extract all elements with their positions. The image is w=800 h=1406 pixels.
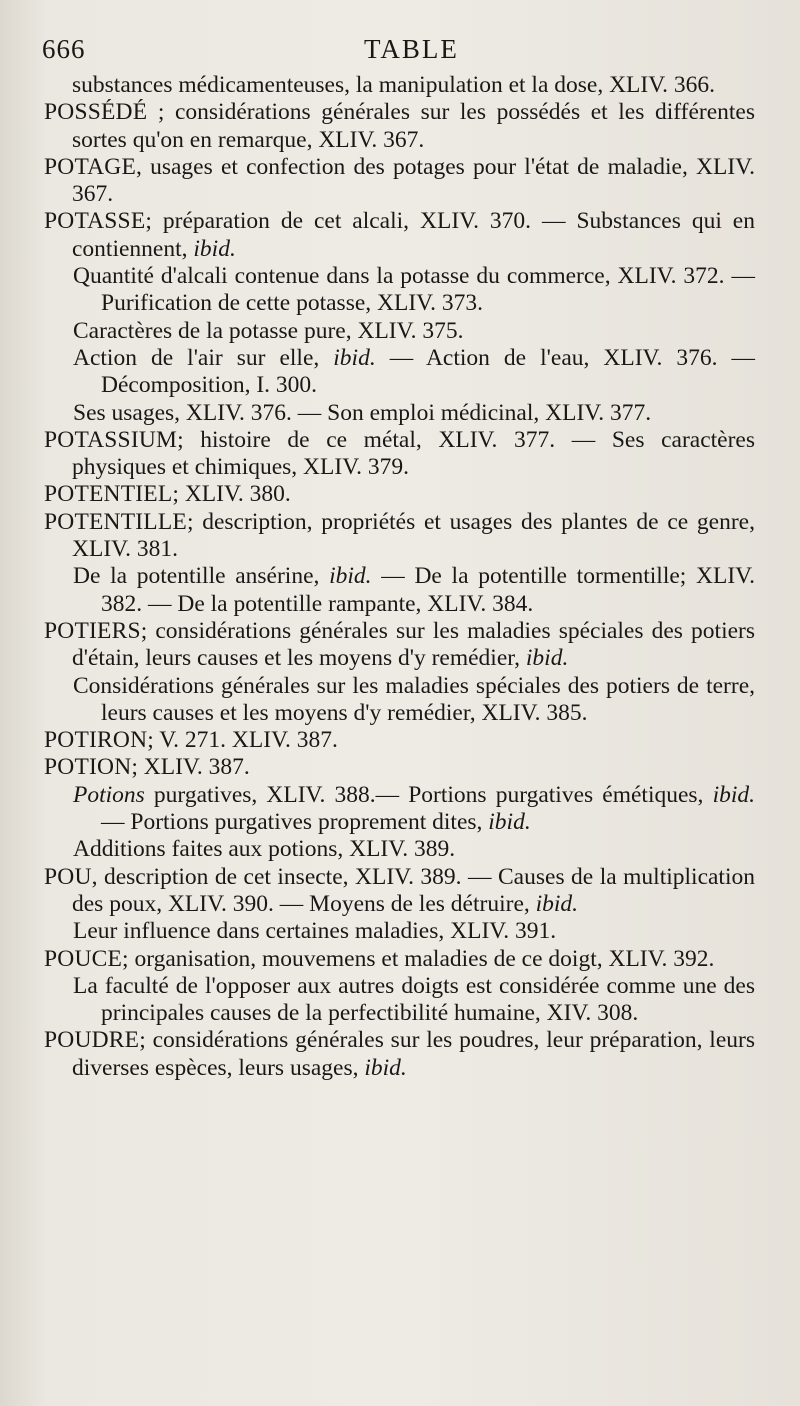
entry-head: POTIERS xyxy=(44,617,141,644)
index-subentry: Additions faites aux potions, XLIV. 389. xyxy=(73,836,456,863)
index-subentry: La faculté de l'opposer aux autres doigts est considérée comme une des principales causes de la perfectibilité humaine, XIV. 308. xyxy=(73,972,755,1027)
running-title: TABLE xyxy=(364,34,459,64)
entry-head: POU xyxy=(44,863,92,890)
index-subentry: Action de l'air sur elle, ibid. — Action de l'eau, XLIV. 376. — Décomposition, I. 300. xyxy=(73,344,756,399)
entry-head: POTAGE xyxy=(44,153,137,180)
index-entry: POTASSIUM; histoire de ce métal, XLIV. 377. — Ses caractères physiques et chimiques, XLIV. 379. xyxy=(44,426,755,481)
index-entry: substances médicamenteuses, la manipulation et la dose, XLIV. 366. xyxy=(72,72,716,98)
entry-head: POTENTILLE xyxy=(44,508,187,535)
index-entry: POTASSE; préparation de cet alcali, XLIV. 370. — Substances qui en contiennent, ibid. xyxy=(44,208,755,262)
entry-head: POTIRON xyxy=(44,727,148,754)
index-subentry: Considérations générales sur les maladies spéciales des potiers de terre, leurs causes et les moyens d'y remédier, XLIV. 385. xyxy=(73,672,755,726)
page-header xyxy=(42,34,752,68)
index-subentry: Ses usages, XLIV. 376. — Son emploi médicinal, XLIV. 377. xyxy=(73,399,652,426)
entry-head: POTASSE xyxy=(44,208,146,235)
index-entry: POUDRE; considérations générales sur les poudres, leur préparation, leurs diverses espèces, leurs usages, ibid. xyxy=(44,1027,755,1081)
index-entry: POTIERS; considérations générales sur les maladies spéciales des potiers d'étain, leurs causes et les moyens d'y remédier, ibid. xyxy=(44,617,755,672)
index-entry: POTION; XLIV. 387. xyxy=(44,754,250,781)
index-entry: POTENTILLE; description, propriétés et usages des plantes de ce genre, XLIV. 381. xyxy=(44,508,755,563)
entry-head: POTASSIUM xyxy=(44,426,178,453)
index-subentry: Leur influence dans certaines maladies, XLIV. 391. xyxy=(73,918,557,945)
entry-head: POUCE xyxy=(44,945,123,972)
index-entry: POU, description de cet insecte, XLIV. 389. — Causes de la multiplication des poux, XLIV. 390. — Moyens de les détruire, ibid. xyxy=(44,863,755,917)
index-subentry: Potions purgatives, XLIV. 388.— Portions purgatives émétiques, ibid.— Portions purgatives proprement dites, ibid. xyxy=(73,781,755,836)
page-number: 666 xyxy=(42,34,86,64)
index-entry: POTENTIEL; XLIV. 380. xyxy=(44,481,291,508)
index-subentry: De la potentille ansérine, ibid. — De la potentille tormentille; XLIV. 382. — De la potentille rampante, XLIV. 384. xyxy=(73,563,755,617)
index-entry: POTAGE, usages et confection des potages pour l'état de maladie, XLIV. 367. xyxy=(44,153,755,208)
index-entry: POSSÉDÉ ; considérations générales sur les possédés et les différentes sortes qu'on en remarque, XLIV. 367. xyxy=(44,99,755,153)
entry-head: POTION xyxy=(44,754,132,781)
index-subentry: Quantité d'alcali contenue dans la potasse du commerce, XLIV. 372. — Purification de cette potasse, XLIV. 373. xyxy=(73,263,755,317)
entry-head: POUDRE xyxy=(44,1027,140,1054)
entry-head: POTENTIEL xyxy=(44,481,173,508)
index-subentry: Caractères de la potasse pure, XLIV. 375. xyxy=(73,317,464,344)
entry-head: POSSÉDÉ xyxy=(44,99,148,126)
index-entry: POTIRON; V. 271. XLIV. 387. xyxy=(44,727,338,754)
index-body xyxy=(44,72,755,1082)
index-entry: POUCE; organisation, mouvemens et maladies de ce doigt, XLIV. 392. xyxy=(44,945,715,972)
